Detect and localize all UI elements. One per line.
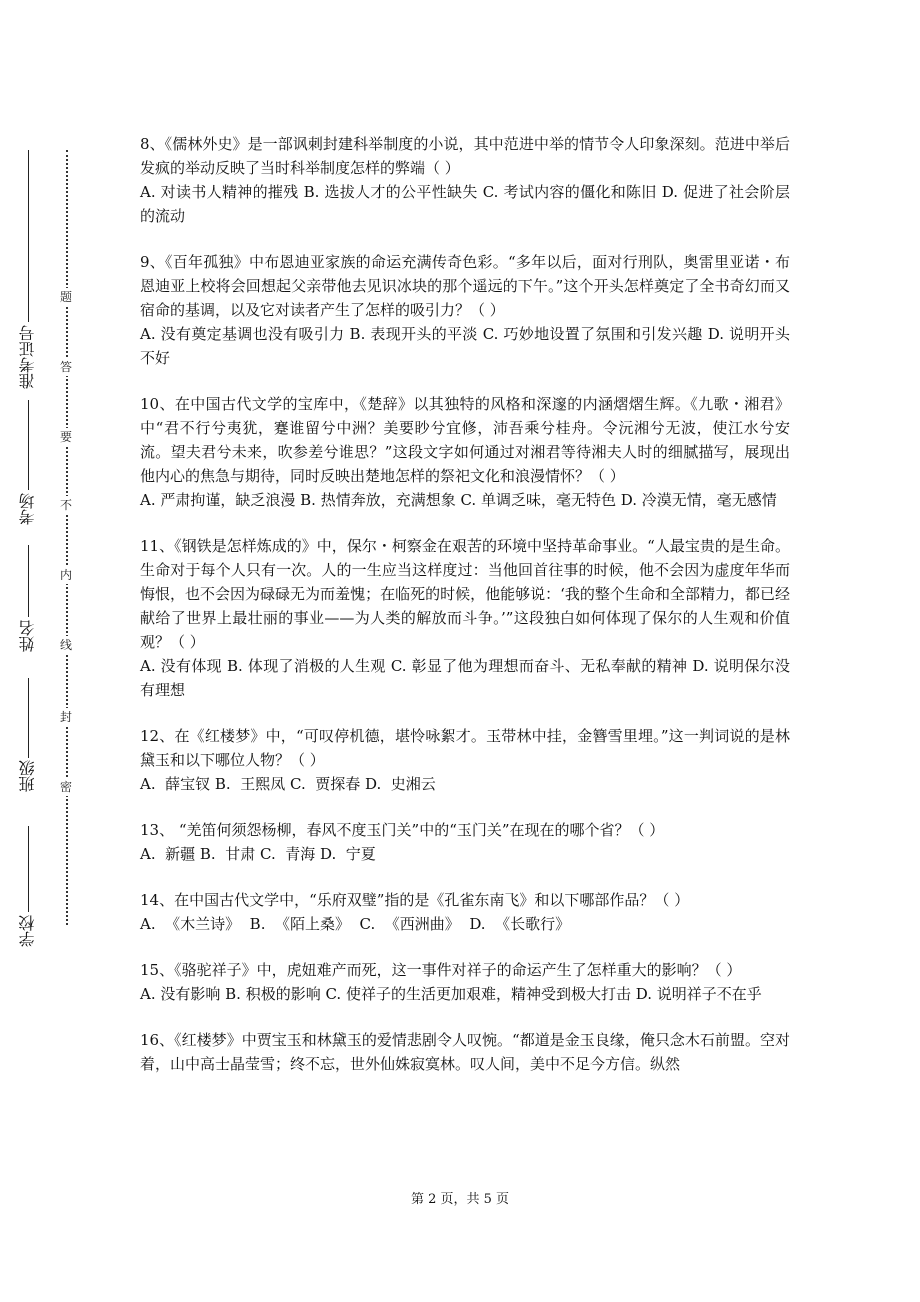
exam-room-blank[interactable] [28,400,29,490]
question-options: A. 没有体现 B. 体现了消极的人生观 C. 彰显了他为理想而奋斗、无私奉献的精神 D. 说明保尔没有理想 [140,657,790,699]
question-12 [140,724,790,796]
question-13 [140,818,790,866]
seal-dotted-line [66,150,68,925]
question-list [140,132,790,1098]
seal-char: 答 [59,360,72,374]
question-stem: 13、 “羌笛何须怨杨柳，春风不度玉门关”中的“玉门关”在现在的哪个省？（ ） [140,821,665,839]
question-options: A. 对读书人精神的摧残 B. 选拔人才的公平性缺失 C. 考试内容的僵化和陈旧 D. 促进了社会阶层的流动 [140,183,790,225]
question-options: A. 没有奠定基调也没有吸引力 B. 表现开头的平淡 C. 巧妙地设置了氛围和引发兴趣 D. 说明开头不好 [140,325,790,367]
seal-char: 不 [59,498,72,512]
page-number: 第 2 页，共 5 页 [410,1192,510,1207]
exam-number-label: 准考证号 [18,325,37,389]
seal-char: 题 [59,290,72,304]
class-blank[interactable] [28,678,29,758]
question-options: A. 薛宝钗 B. 王熙凤 C. 贾探春 D. 史湘云 [140,775,436,793]
question-stem: 15、《骆驼祥子》中，虎妞难产而死，这一事件对祥子的命运产生了怎样重大的影响？（ ） [140,961,742,979]
question-stem: 14、在中国古代文学中，“乐府双璧”指的是《孔雀东南飞》和以下哪部作品？（ ） [140,891,690,909]
exam-number-blank[interactable] [28,150,29,322]
question-options: A. 《木兰诗》 B. 《陌上桑》 C. 《西洲曲》 D. 《长歌行》 [140,915,571,933]
question-9 [140,250,790,370]
school-label: 学校 [18,915,37,947]
question-11 [140,534,790,702]
name-blank[interactable] [28,545,29,617]
question-14 [140,888,790,936]
exam-room-label: 考场 [18,493,37,525]
seal-char: 内 [59,568,72,582]
question-16 [140,1028,790,1076]
school-blank[interactable] [28,826,29,912]
question-stem: 10、在中国古代文学的宝库中，《楚辞》以其独特的风格和深邃的内涵熠熠生辉。《九歌・湘君》中“君不行兮夷犹，蹇谁留兮中洲？美要眇兮宜修，沛吾乘兮桂舟。令沅湘兮无波，使江水兮安流。望夫君兮未来，吹参差兮谁思？”这段文字如何通过对湘君等待湘夫人时的细腻描写，展现出他内心的焦急与期待，同时反映出楚地怎样的祭祀文化和浪漫情怀？（ ） [140,395,790,485]
seal-char: 密 [59,780,72,794]
question-10 [140,392,790,512]
seal-char: 封 [59,710,72,724]
question-stem: 12、在《红楼梦》中，“可叹停机德，堪怜咏絮才。玉带林中挂，金簪雪里埋。”这一判词说的是林黛玉和以下哪位人物？（ ） [140,727,790,769]
class-label: 班级 [18,760,37,792]
seal-char: 要 [59,430,72,444]
question-stem: 9、《百年孤独》中布恩迪亚家族的命运充满传奇色彩。“多年以后，面对行刑队，奥雷里亚诺・布恩迪亚上校将会回想起父亲带他去见识冰块的那个遥远的下午。”这个开头怎样奠定了全书奇幻而又宿命的基调，以及它对读者产生了怎样的吸引力？（ ） [140,253,790,319]
question-15 [140,958,790,1006]
name-label: 姓名 [18,620,37,652]
question-8 [140,132,790,228]
question-stem: 16、《红楼梦》中贾宝玉和林黛玉的爱情悲剧令人叹惋。“都道是金玉良缘，俺只念木石前盟。空对着，山中高士晶莹雪；终不忘，世外仙姝寂寞林。叹人间，美中不足今方信。纵然 [140,1031,790,1073]
seal-char: 线 [59,638,72,652]
question-stem: 11、《钢铁是怎样炼成的》中，保尔・柯察金在艰苦的环境中坚持革命事业。“人最宝贵的是生命。生命对于每个人只有一次。人的一生应当这样度过：当他回首往事的时候，他不会因为虚度年华而悔恨，也不会因为碌碌无为而羞愧；在临死的时候，他能够说：‘我的整个生命和全部精力，都已经献给了世界上最壮丽的事业——为人类的解放而斗争。’”这段独白如何体现了保尔的人生观和价值观？（ ） [140,537,790,651]
question-options: A. 严肃拘谨，缺乏浪漫 B. 热情奔放，充满想象 C. 单调乏味，毫无特色 D. 冷漠无情，毫无感情 [140,491,777,509]
question-options: A. 新疆 B. 甘肃 C. 青海 D. 宁夏 [140,845,376,863]
question-options: A. 没有影响 B. 积极的影响 C. 使祥子的生活更加艰难，精神受到极大打击 D. 说明祥子不在乎 [140,985,762,1003]
question-stem: 8、《儒林外史》是一部讽刺封建科举制度的小说，其中范进中举的情节令人印象深刻。范进中举后发疯的举动反映了当时科举制度怎样的弊端（ ） [140,135,790,177]
